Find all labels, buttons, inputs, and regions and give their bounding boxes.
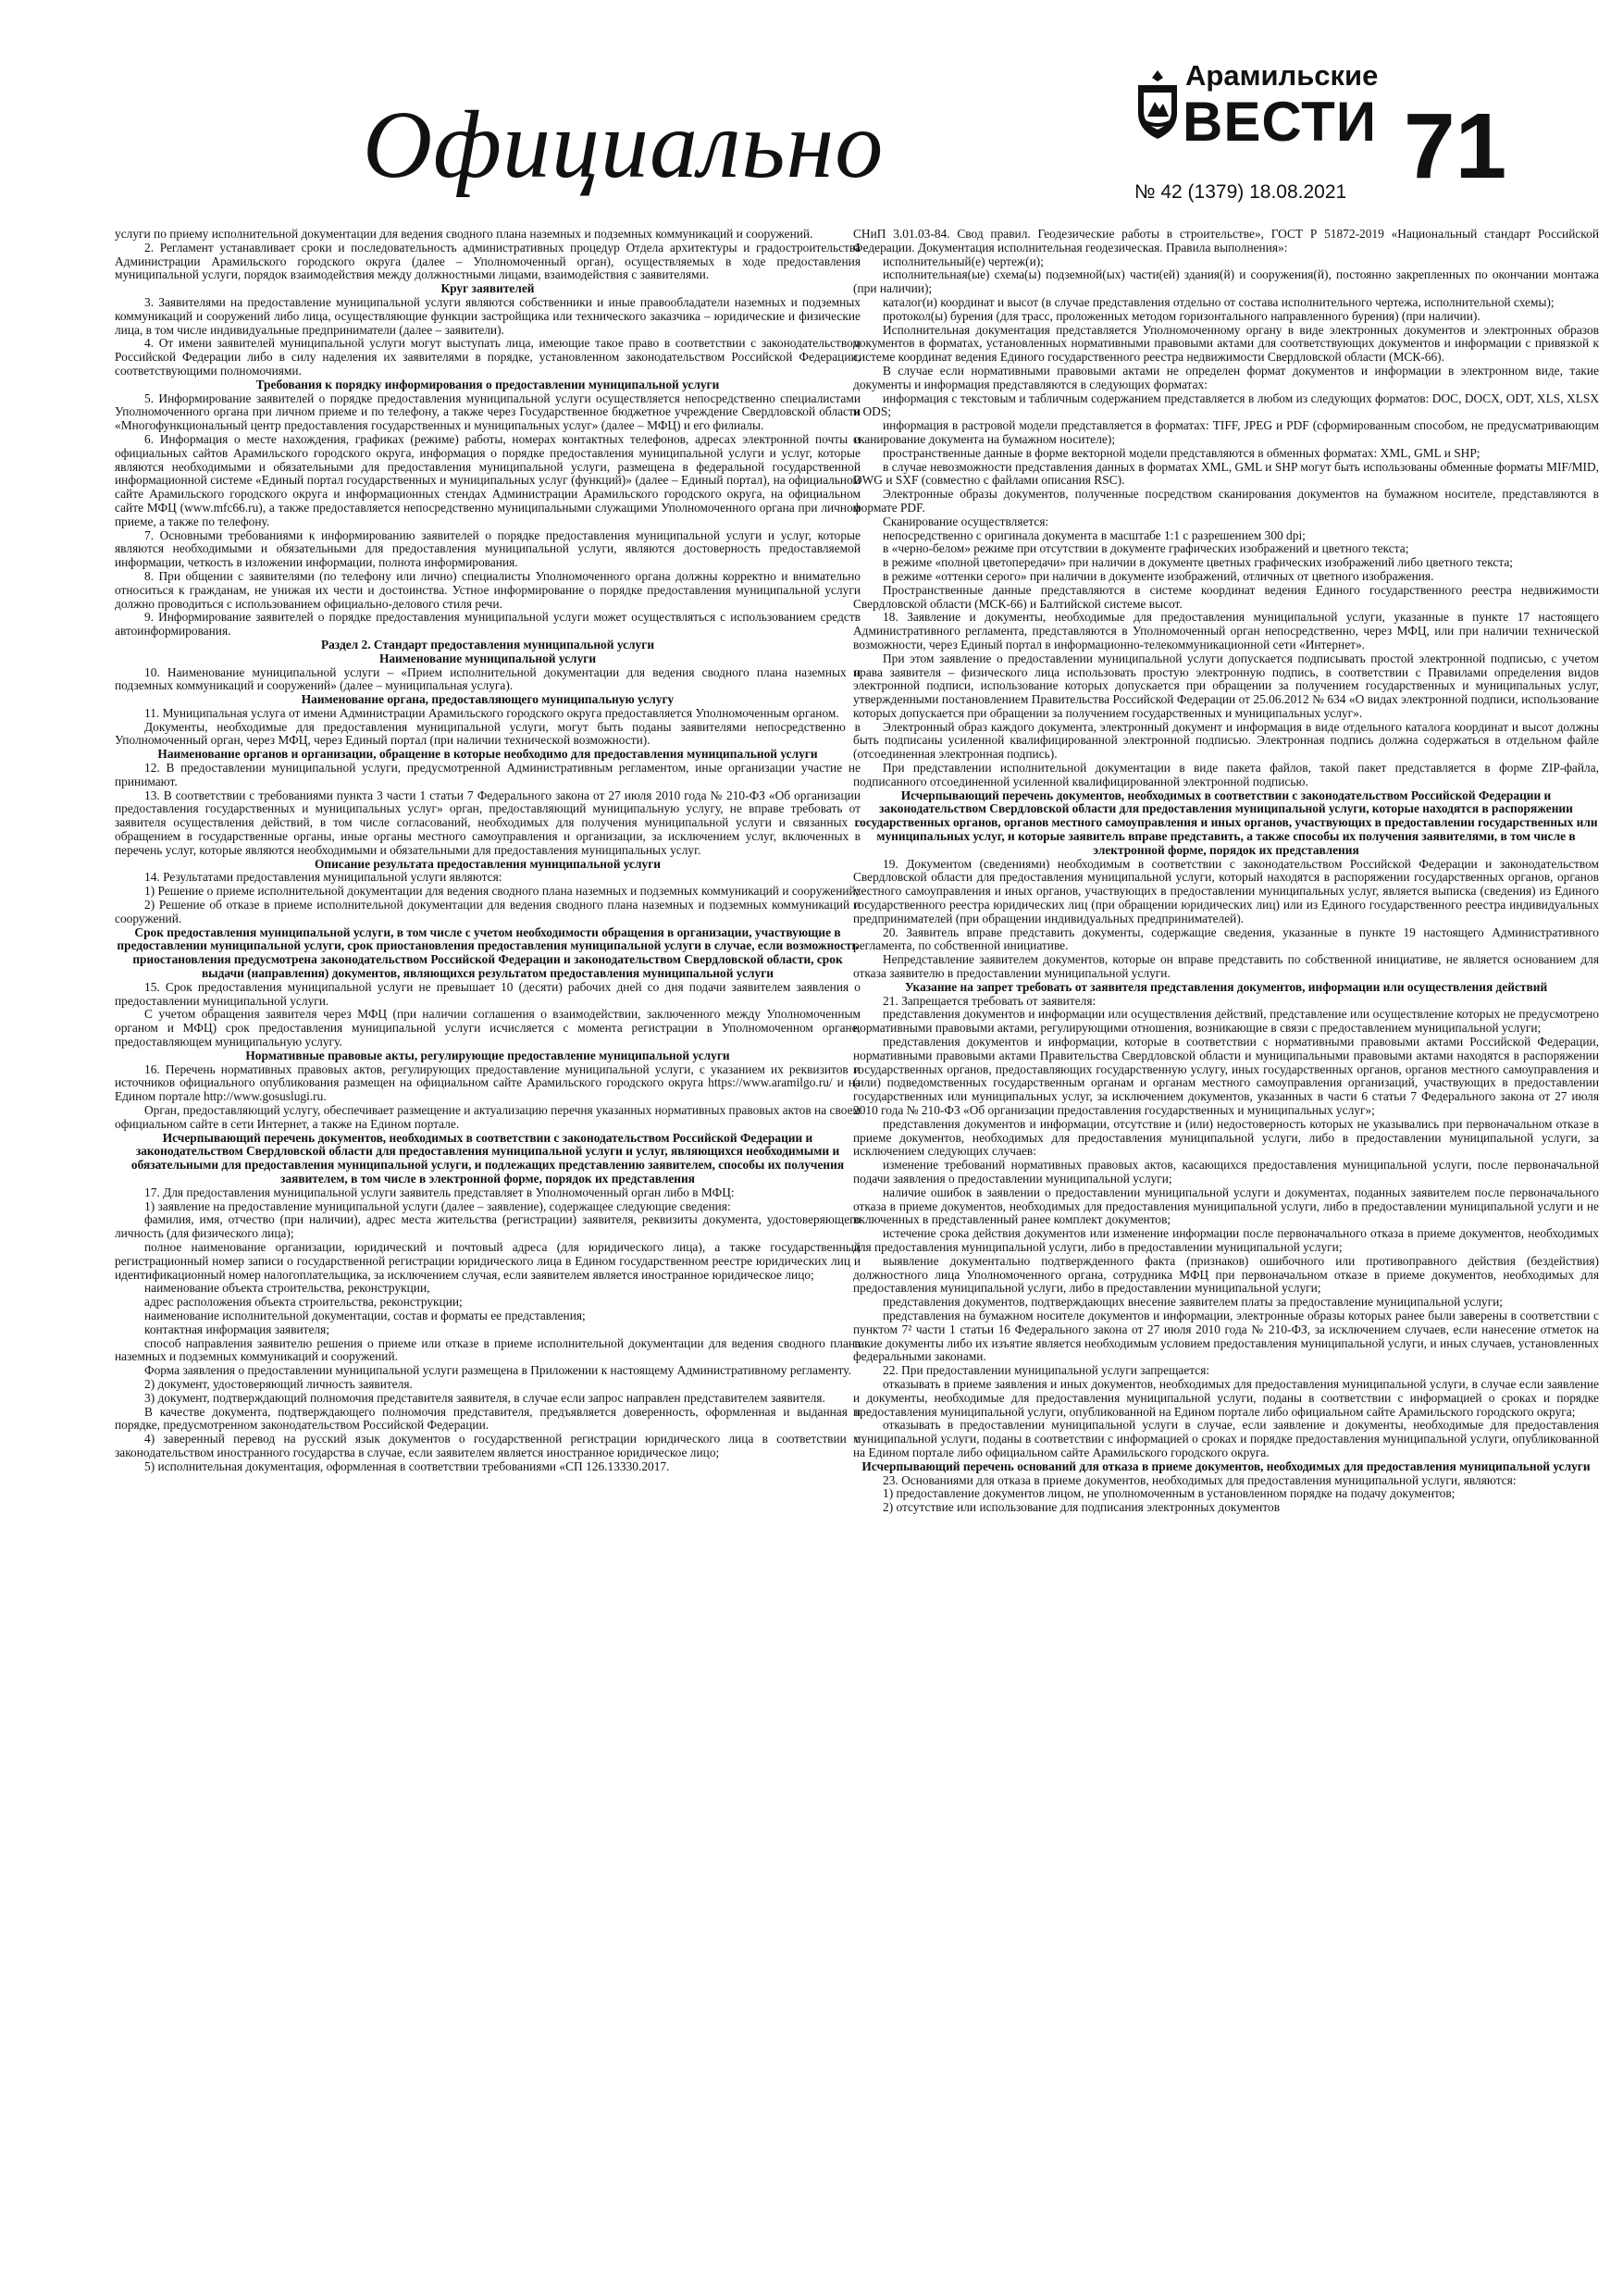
paragraph: Документы, необходимые для предоставления муниципальной услуги, могут быть поданы заявителями непосредственно в Уполномоченный орган, через МФЦ, через Единый портал (при наличии технической возможности).: [115, 719, 861, 748]
paragraph: 23. Основаниями для отказа в приеме документов, необходимых для предоставления муниципальной услуги, являются:: [883, 1472, 1517, 1487]
paragraph: Исполнительная документация представляется Уполномоченному органу в виде электронных документов и электронных образов документов в форматах, установленных нормативными правовыми актами для соответствующих документов и информации с привязкой к системе координат ведения Единого государственного реестра недвижимости Свердловской области (МСК-66).: [853, 322, 1599, 365]
paragraph: 13. В соответствии с требованиями пункта 3 части 1 статьи 7 Федерального закона от 27 июля 2010 года № 210-ФЗ «Об организации предоставления государственных и муниципальных услуг» орган, предоставляющий муниципальную услугу, не вправе требовать от заявителя осуществления действий, в том числе согласований, необходимых для получения муниципальной услуги и связанных с обращением в государственные органы, иные органы местного самоуправления и организации, за исключением услуг, включенных в перечень услуг, которые являются необходимыми и обязательными для предоставления муниципальных услуг.: [115, 788, 861, 857]
paragraph: 1) предоставление документов лицом, не уполномоченным в установленном порядке на подачу документов;: [883, 1486, 1456, 1501]
paragraph: 4) заверенный перевод на русский язык документов о государственной регистрации юридического лица в соответствии с законодательством иностранного государства в случае, если заявителем является иностранное юридическое лицо;: [115, 1432, 861, 1459]
paragraph: 9. Информирование заявителей о порядке предоставления муниципальной услуги может осуществляться с использованием средств автоинформирования.: [115, 610, 861, 639]
paragraph: 15. Срок предоставления муниципальной услуги не превышает 10 (десяти) рабочих дней со дня подачи заявителем заявления о предоставлении муниципальной услуги.: [115, 979, 861, 1008]
paragraph: 12. В предоставлении муниципальной услуги, предусмотренной Административным регламентом, иные организации участие не принимают.: [115, 761, 861, 788]
paragraph: 10. Наименование муниципальной услуги – «Прием исполнительной документации для ведения сводного плана наземных и подземных коммуникаций и сооружений» (далее – муниципальная услуга).: [115, 664, 861, 693]
section-heading: Описание результата предоставления муниципальной услуги: [315, 856, 661, 871]
paragraph: в случае невозможности представления данных в форматах XML, GML и SHP могут быть использованы обменные форматы MIF/MID, DWG и SXF (совместно с файлами описания RSC).: [853, 459, 1599, 488]
paragraph: 1) Решение о приеме исполнительной документации для ведения сводного плана наземных и подземных коммуникаций и сооружений;: [144, 884, 860, 899]
paragraph: 11. Муниципальная услуга от имени Администрации Арамильского городского округа предоставляется Уполномоченным органом.: [144, 705, 839, 720]
paragraph: представления документов и информации, которые в соответствии с нормативными правовыми актами Российской Федерации, нормативными правовыми актами Правительства Свердловской области и муниципальными правовыми актами находятся в распоряжении государственных органов, предоставляющих государственную услугу, иных государственных органов, органов местного самоуправления и (или) подведомственных государственным органам и органам местного самоуправления организаций, участвующих в предоставлении государственных или муниципальных услуг, за исключением документов, указанных в части 6 статьи 7 Федерального закона от 27 июля 2010 года № 210-ФЗ «Об организации предоставления государственных и муниципальных услуг»;: [853, 1035, 1599, 1117]
logo-main-text: ВЕСТИ: [1183, 91, 1377, 153]
paragraph: 3) документ, подтверждающий полномочия представителя заявителя, в случае если запрос направлен представителем заявителя.: [144, 1390, 825, 1405]
paragraph: 5. Информирование заявителей о порядке предоставления муниципальной услуги осуществляется непосредственно специалистами Уполномоченного органа при личном приеме и по телефону, а также через Государственное бюджетное учреждение Свердловской области «Многофункциональный центр предоставления государственных и муниципальных услуг» (далее – МФЦ) и его филиалы.: [115, 391, 861, 433]
paragraph: Электронные образы документов, полученные посредством сканирования документов на бумажном носителе, представляются в формате PDF.: [853, 487, 1599, 515]
paragraph: адрес расположения объекта строительства, реконструкции;: [144, 1295, 463, 1309]
paragraph: наличие ошибок в заявлении о предоставлении муниципальной услуги и документах, поданных заявителем после первоначального отказа в приеме документов, необходимых для предоставления муниципальной услуги, либо в предоставлении муниципальной услуги и не включенных в представленный ранее комплект документов;: [853, 1185, 1599, 1227]
paragraph: отказывать в предоставлении муниципальной услуги в случае, если заявление и документы, необходимые для предоставления муниципальной услуги, поданы в соответствии с информацией о сроках и порядке предоставления муниципальной услуги, опубликованной на Едином портале либо официальном сайте Арамильского городского округа.: [853, 1418, 1599, 1459]
paragraph: в «черно-белом» режиме при отсутствии в документе графических изображений и цветного текста;: [883, 541, 1409, 556]
left-column: [115, 228, 861, 2287]
newspaper-logo[interactable]: [1134, 48, 1379, 178]
paragraph: 17. Для предоставления муниципальной услуги заявитель представляет в Уполномоченный орган либо в МФЦ:: [144, 1185, 735, 1199]
paragraph: наименование объекта строительства, реконструкции,: [144, 1281, 430, 1296]
paragraph: 19. Документом (сведениями) необходимым в соответствии с законодательством Российской Федерации и законодательством Свердловской области для предоставления муниципальной услуги, который находятся в распоряжении государственных органов, органов местного самоуправления и иных органов, участвующих в предоставлении муниципальных услуг, является выписка (сведения) из Единого государственного реестра юридических лиц (при обращении юридических лиц) или из Единого государственного реестра индивидуальных предпринимателей (при обращении индивидуальных предпринимателей).: [853, 856, 1599, 925]
paragraph: исполнительная(ые) схема(ы) подземной(ых) части(ей) здания(й) и сооружения(й), постоянно закрепленных по окончании монтажа (при наличии);: [853, 267, 1599, 296]
right-column: [853, 228, 1599, 2287]
paragraph: Сканирование осуществляется:: [883, 514, 1049, 528]
paragraph: информация в растровой модели представляется в форматах: TIFF, JPEG и PDF (сформированным способом, не предусматривающим сканирование документа на бумажном носителе);: [853, 418, 1599, 446]
paragraph: Непредставление заявителем документов, которые он вправе представить по собственной инициативе, не является основанием для отказа заявителю в предоставлении муниципальной услуги.: [853, 952, 1599, 981]
paragraph: 1) заявление на предоставление муниципальной услуги (далее – заявление), содержащее следующие сведения:: [144, 1198, 731, 1213]
paragraph: представления на бумажном носителе документов и информации, электронные образы которых ранее были заверены в соответствии с пунктом 7² части 1 статьи 16 Федерального закона от 27 июля 2010 года № 210-ФЗ, за исключением случаев, если нанесение отметок на такие документы либо их изъятие является необходимым условием предоставления муниципальной услуги, и иных случаев, установленных федеральными законами.: [853, 1308, 1599, 1364]
paragraph: 20. Заявитель вправе представить документы, содержащие сведения, указанные в пункте 19 настоящего Административного регламента, по собственной инициативе.: [853, 925, 1599, 953]
paragraph: 5) исполнительная документация, оформленная в соответствии требованиями «СП 126.13330.2017.: [144, 1458, 670, 1473]
section-title: Официально: [363, 92, 885, 198]
paragraph: СНиП 3.01.03-84. Свод правил. Геодезические работы в строительстве», ГОСТ Р 51872-2019 «Национальный стандарт Российской Федерации. Документация исполнительная геодезическая. Правила выполнения»:: [853, 228, 1599, 254]
paragraph: С учетом обращения заявителя через МФЦ (при наличии соглашения о взаимодействии, заключенного между Уполномоченным органом и МФЦ) срок предоставления муниципальной услуги исчисляется с момента регистрации в Уполномоченном органе, предоставляющем муниципальную услугу.: [115, 1007, 861, 1049]
paragraph: истечение срока действия документов или изменение информации после первоначального отказа в приеме документов, необходимых для предоставления муниципальной услуги, либо в предоставлении муниципальной услуги;: [853, 1226, 1599, 1254]
paragraph: В случае если нормативными правовыми актами не определен формат документов и информации в электронном виде, такие документы и информация представляются в следующих форматах:: [853, 363, 1599, 391]
paragraph: отказывать в приеме заявления и иных документов, необходимых для предоставления муниципальной услуги, в случае если заявление и документы, необходимые для предоставления муниципальной услуги, поданы в соответствии с информацией о сроках и порядке предоставления муниципальной услуги, опубликованной на Едином портале либо официальном сайте Арамильского городского округа;: [853, 1376, 1599, 1419]
paragraph: услуги по приему исполнительной документации для ведения сводного плана наземных и подземных коммуникаций и сооружений.: [115, 228, 813, 241]
paragraph: Орган, предоставляющий услугу, обеспечивает размещение и актуализацию перечня указанных нормативных правовых актов на своем официальном сайте в сети Интернет, а также на Едином портале.: [115, 1103, 861, 1131]
page-header: [0, 0, 1623, 227]
paragraph: представления документов и информации, отсутствие и (или) недостоверность которых не указывались при первоначальном отказе в приеме документов, необходимых для предоставления муниципальной услуги, либо в предоставлении муниципальной услуги, за исключением следующих случаев:: [853, 1116, 1599, 1159]
paragraph: полное наименование организации, юридический и почтовый адреса (для юридического лица), а также государственный регистрационный номер записи о государственной регистрации юридического лица в Едином государственном реестре юридических лиц и идентификационный номер налогоплательщика, за исключением случая, если заявителем является иностранное юридическое лицо;: [115, 1239, 861, 1282]
section-heading: Указание на запрет требовать от заявителя представления документов, информации или осуществления действий: [904, 979, 1548, 994]
paragraph: изменение требований нормативных правовых актов, касающихся предоставления муниципальной услуги, после первоначальной подачи заявления о предоставлении муниципальной услуги;: [853, 1158, 1599, 1185]
paragraph: каталог(и) координат и высот (в случае представления отдельно от состава исполнительного чертежа, исполнительной схемы);: [883, 294, 1555, 309]
paragraph: наименование исполнительной документации, состав и форматы ее представления;: [144, 1308, 586, 1322]
issue-info: № 42 (1379) 18.08.2021: [1134, 181, 1347, 203]
paragraph: 3. Заявителями на предоставление муниципальной услуги являются собственники и иные правообладатели наземных и подземных коммуникаций и сооружений либо лица, осуществляющие функции застройщика или технического заказчика – юридические и физические лица, в том числе индивидуальные предприниматели (далее – заявители).: [115, 294, 861, 337]
paragraph: В качестве документа, подтверждающего полномочия представителя, предъявляется доверенность, оформленная и выданная в порядке, предусмотренном законодательством Российской Федерации.: [115, 1404, 861, 1433]
paragraph: 14. Результатами предоставления муниципальной услуги являются:: [144, 870, 502, 885]
logo-top-text: Арамильские: [1185, 59, 1379, 92]
paragraph: 2) отсутствие или использование для подписания электронных документов: [883, 1500, 1281, 1515]
paragraph: представления документов и информации или осуществления действий, представление или осуществление которых не предусмотрено нормативными правовыми актами, регулирующими отношения, возникающие в связи с предоставлением муниципальной услуги;: [853, 1007, 1599, 1036]
section-heading: Круг заявителей: [440, 281, 535, 296]
section-heading: Наименование органа, предоставляющего муниципальную услугу: [301, 692, 675, 707]
paragraph: 6. Информация о месте нахождения, графиках (режиме) работы, номерах контактных телефонов, адресах электронной почты и официальных сайтов Арамильского городского округа, информация о порядке предоставления муниципальной услуги и услуг, которые являются необходимыми и обязательными для предоставления муниципальной услуги, размещена в федеральной государственной информационной системе «Единый портал государственных и муниципальных услуг (функций)» (далее – Единый портал), на официальном сайте Арамильского городского округа и информационных стендах Администрации Арамильского городского округа, на официальном сайте МФЦ (www.mfc66.ru), а также предоставляется непосредственно муниципальными служащими Уполномоченного органа при личном приеме, а также по телефону.: [115, 431, 861, 528]
section-heading: Требования к порядку информирования о предоставлении муниципальной услуги: [255, 377, 720, 391]
paragraph: 18. Заявление и документы, необходимые для предоставления муниципальной услуги, указанные в пункте 17 настоящего Административного регламента, представляются в Уполномоченный орган непосредственно, через МФЦ, или при наличии технической возможности, через Единый портал в информационно-телекоммуникационной сети «Интернет».: [853, 610, 1599, 652]
paragraph: 16. Перечень нормативных правовых актов, регулирующих предоставление муниципальной услуги, с указанием их реквизитов и источников официального опубликования размещен на официальном сайте Арамильского городского округа https://www.aramilgo.ru/ и на Едином портале http://www.gosuslugi.ru.: [115, 1061, 861, 1104]
section-heading: Раздел 2. Стандарт предоставления муниципальной услуги: [320, 637, 655, 652]
paragraph: непосредственно с оригинала документа в масштабе 1:1 с разрешением 300 dpi;: [883, 527, 1306, 542]
paragraph: в режиме «полной цветопередачи» при наличии в документе цветных графических изображений либо цветного текста;: [883, 555, 1513, 570]
paragraph: контактная информация заявителя;: [144, 1322, 330, 1336]
paragraph: пространственные данные в форме векторной модели представляются в обменных форматах: XML, GML и SHP;: [883, 445, 1481, 460]
paragraph: При представлении исполнительной документации в виде пакета файлов, такой пакет представляется в форме ZIP-файла, подписанного отсоединенной усиленной квалифицированной электронной подписью.: [853, 761, 1599, 788]
section-heading: Нормативные правовые акты, регулирующие предоставление муниципальной услуги: [245, 1048, 730, 1062]
paragraph: протокол(ы) бурения (для трасс, проложенных методом горизонтального направленного бурения) (при наличии).: [883, 308, 1481, 323]
section-heading: Наименование муниципальной услуги: [378, 651, 597, 665]
paragraph: Форма заявления о предоставлении муниципальной услуги размещена в Приложении к настоящему Административному регламенту.: [144, 1363, 851, 1378]
paragraph: 2) Решение об отказе в приеме исполнительной документации для ведения сводного плана наземных и подземных коммуникаций и сооружений.: [115, 898, 861, 925]
paragraph: в режиме «оттенки серого» при наличии в документе изображений, отличных от цветного изображения.: [883, 568, 1434, 583]
section-heading: Исчерпывающий перечень оснований для отказа в приеме документов, необходимых для предоставления муниципальной услуги: [861, 1458, 1591, 1473]
paragraph: 4. От имени заявителей муниципальной услуги могут выступать лица, имеющие такое право в соответствии с законодательством Российской Федерации либо в силу наделения их заявителями в порядке, установленном законодательством Российской Федерации, соответствующими полномочиями.: [115, 336, 861, 378]
paragraph: Пространственные данные представляются в системе координат ведения Единого государственного реестра недвижимости Свердловской области (МСК-66) и Балтийской системе высот.: [853, 582, 1599, 611]
paragraph: информация с текстовым и табличным содержанием представляется в любом из следующих форматов: DOC, DOCX, ODT, XLS, XLSX и ODS;: [853, 391, 1599, 419]
paragraph: исполнительный(е) чертеж(и);: [883, 254, 1044, 268]
paragraph: выявление документально подтвержденного факта (признаков) ошибочного или противоправного действия (бездействия) должностного лица Уполномоченного органа, сотрудника МФЦ при первоначальном отказе в приеме документов, необходимых для предоставления муниципальной услуги, либо в предоставлении муниципальной услуги;: [853, 1253, 1599, 1296]
section-heading: Срок предоставления муниципальной услуги, в том числе с учетом необходимости обращения в организации, участвующие в предоставлении муниципальной услуги, срок приостановления предоставления муниципальной услуги в случае, если возможность приостановления предусмотрена законодательством Российской Федерации и законодательством Свердловской области, срок выдачи (направления) документов, являющихся результатом предоставления муниципальной услуги: [117, 925, 859, 981]
coat-of-arms-icon: [1134, 68, 1181, 141]
paragraph: 22. При предоставлении муниципальной услуги запрещается:: [883, 1363, 1210, 1378]
paragraph: фамилия, имя, отчество (при наличии), адрес места жительства (регистрации) заявителя, реквизиты документа, удостоверяющего личность (для физического лица);: [115, 1212, 861, 1241]
paragraph: 21. Запрещается требовать от заявителя:: [883, 993, 1096, 1008]
page-number: 71: [1404, 94, 1507, 198]
section-heading: Исчерпывающий перечень документов, необходимых в соответствии с законодательством Российской Федерации и законодательством Свердловской области для предоставления муниципальной услуги, которые находятся в распоряжении государственных органов, органов местного самоуправления и иных органов, участвующих в предоставлении государственных или муниципальных услуг, и которые заявитель вправе представить, а также способы их получения заявителями, в том числе в электронной форме, порядок их представления: [854, 788, 1598, 857]
paragraph: способ направления заявителю решения о приеме или отказе в приеме исполнительной документации для ведения сводного плана наземных и подземных коммуникаций и сооружений.: [115, 1335, 861, 1364]
paragraph: 8. При общении с заявителями (по телефону или лично) специалисты Уполномоченного органа должны корректно и внимательно относиться к гражданам, не унижая их чести и достоинства. Устное информирование о порядке предоставления муниципальной услуги должно проводиться с использованием официально-делового стиля речи.: [115, 568, 861, 611]
paragraph: 2. Регламент устанавливает сроки и последовательность административных процедур Отдела архитектуры и градостроительства Администрации Арамильского городского округа (далее – Уполномоченный орган), осуществляемых в ходе предоставления муниципальной услуги, порядок взаимодействия между должностными лицами, взаимодействия с заявителями.: [115, 240, 861, 282]
section-heading: Наименование органов и организации, обращение в которые необходимо для предоставления муниципальной услуги: [157, 747, 818, 762]
paragraph: 7. Основными требованиями к информированию заявителей о порядке предоставления муниципальной услуги и услуг, которые являются необходимыми и обязательными для предоставления муниципальной услуги, являются достоверность предоставляемой информации, четкость в изложении информации, полнота информирования.: [115, 527, 861, 570]
paragraph: 2) документ, удостоверяющий личность заявителя.: [144, 1376, 413, 1391]
section-heading: Исчерпывающий перечень документов, необходимых в соответствии с законодательством Российской Федерации и законодательством Свердловской области для предоставления муниципальной услуги и услуг, являющихся необходимыми и обязательными для предоставления муниципальной услуги, и подлежащих представлению заявителем, способы их получения заявителем, в том числе в электронной форме, порядок их представления: [130, 1130, 845, 1185]
paragraph: При этом заявление о предоставлении муниципальной услуги допускается подписывать простой электронной подписью, с учетом права заявителя – физического лица использовать простую электронную подпись, в соответствии с Правилами определения видов электронной подписи, использование которых допускается при обращении за получением государственных и муниципальных услуг, утвержденными постановлением Правительства Российской Федерации от 25.06.2012 № 634 «О видах электронной подписи, использование которых допускается при обращении за получением государственных и муниципальных услуг».: [853, 651, 1599, 720]
paragraph: Электронный образ каждого документа, электронный документ и информация в виде отдельного каталога координат и высот должны быть подписаны усиленной квалифицированной электронной подписью. Электронная подпись должна содержаться в отдельном файле (отсоединенная электронная подпись).: [853, 719, 1599, 762]
paragraph: представления документов, подтверждающих внесение заявителем платы за предоставление муниципальной услуги;: [883, 1295, 1503, 1309]
